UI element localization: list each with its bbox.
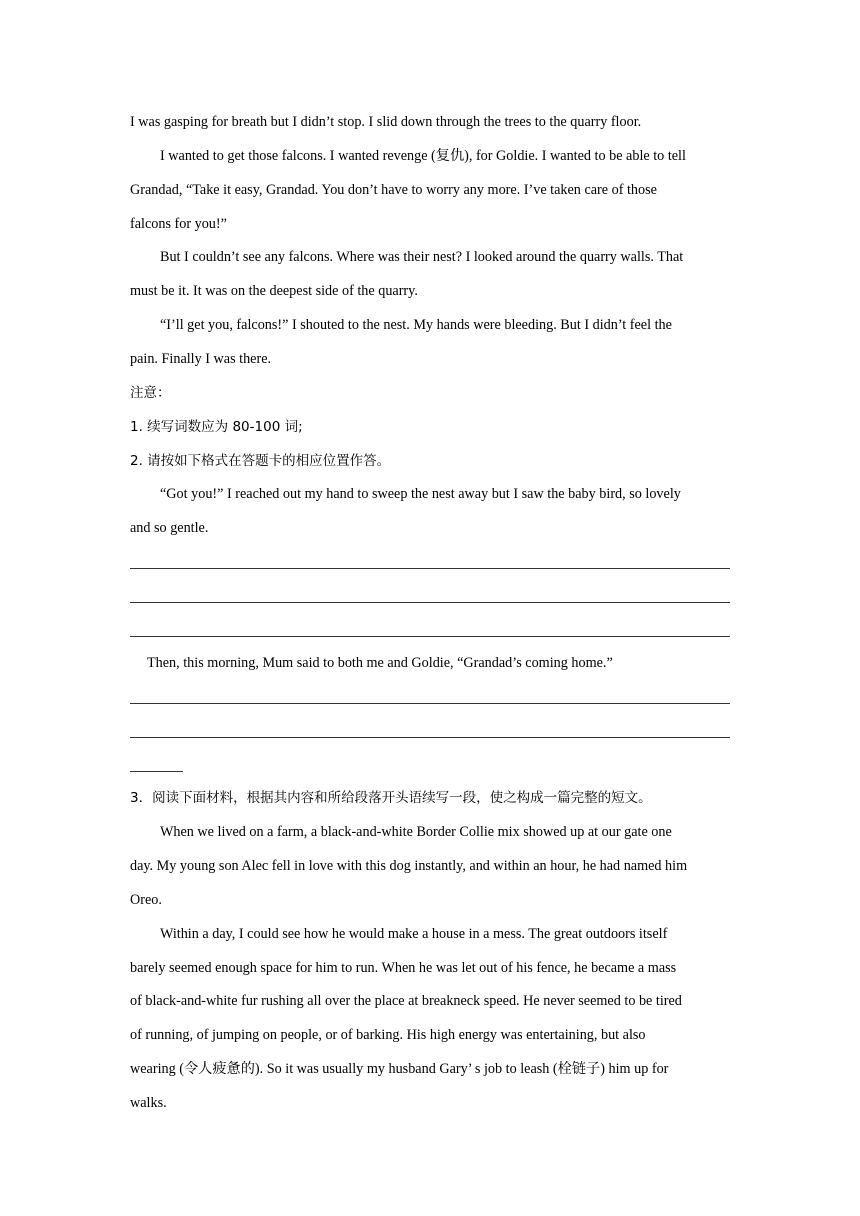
passage-line: I wanted to get those falcons. I wanted revenge (复仇), for Goldie. I wanted to be able to tell [160,148,686,164]
passage-line: walks. [130,1095,167,1111]
answer-line [130,703,730,704]
notes-item: 2. 请按如下格式在答题卡的相应位置作答。 [130,453,391,469]
passage-line: When we lived on a farm, a black-and-white Border Collie mix showed up at our gate one [160,824,672,840]
passage-line: Oreo. [130,892,162,908]
passage-line: must be it. It was on the deepest side of the quarry. [130,283,418,299]
passage-line: of running, of jumping on people, or of barking. His high energy was entertaining, but also [130,1027,646,1043]
notes-heading: 注意： [130,385,171,401]
answer-line [130,737,730,738]
continuation-prompt: and so gentle. [130,520,209,536]
answer-line [130,771,183,772]
passage-line: “I’ll get you, falcons!” I shouted to the nest. My hands were bleeding. But I didn’t feel the [160,317,672,333]
answer-line [130,602,730,603]
continuation-prompt: “Got you!” I reached out my hand to sweep the nest away but I saw the baby bird, so lovely [160,486,681,502]
passage-line: I was gasping for breath but I didn’t stop. I slid down through the trees to the quarry floor. [130,114,642,130]
answer-line [130,636,730,637]
passage-line: Grandad, “Take it easy, Grandad. You don’t have to worry any more. I’ve taken care of those [130,182,657,198]
notes-item: 1. 续写词数应为 80-100 词; [130,419,303,435]
passage-line: of black-and-white fur rushing all over the place at breakneck speed. He never seemed to be tired [130,993,682,1009]
answer-line [130,568,730,569]
passage-line: wearing (令人疲惫的). So it was usually my husband Gary’ s job to leash (栓链子) him up for [130,1061,669,1077]
question-heading: 3．阅读下面材料，根据其内容和所给段落开头语续写一段，使之构成一篇完整的短文。 [130,790,652,806]
passage-line: But I couldn’t see any falcons. Where was their nest? I looked around the quarry walls. That [160,249,684,265]
continuation-prompt: Then, this morning, Mum said to both me and Goldie, “Grandad’s coming home.” [147,655,613,671]
passage-line: pain. Finally I was there. [130,351,272,367]
passage-line: day. My young son Alec fell in love with this dog instantly, and within an hour, he had named him [130,858,688,874]
passage-line: Within a day, I could see how he would make a house in a mess. The great outdoors itself [160,926,668,942]
passage-line: falcons for you!” [130,216,227,232]
passage-line: barely seemed enough space for him to run. When he was let out of his fence, he became a mass [130,960,677,976]
